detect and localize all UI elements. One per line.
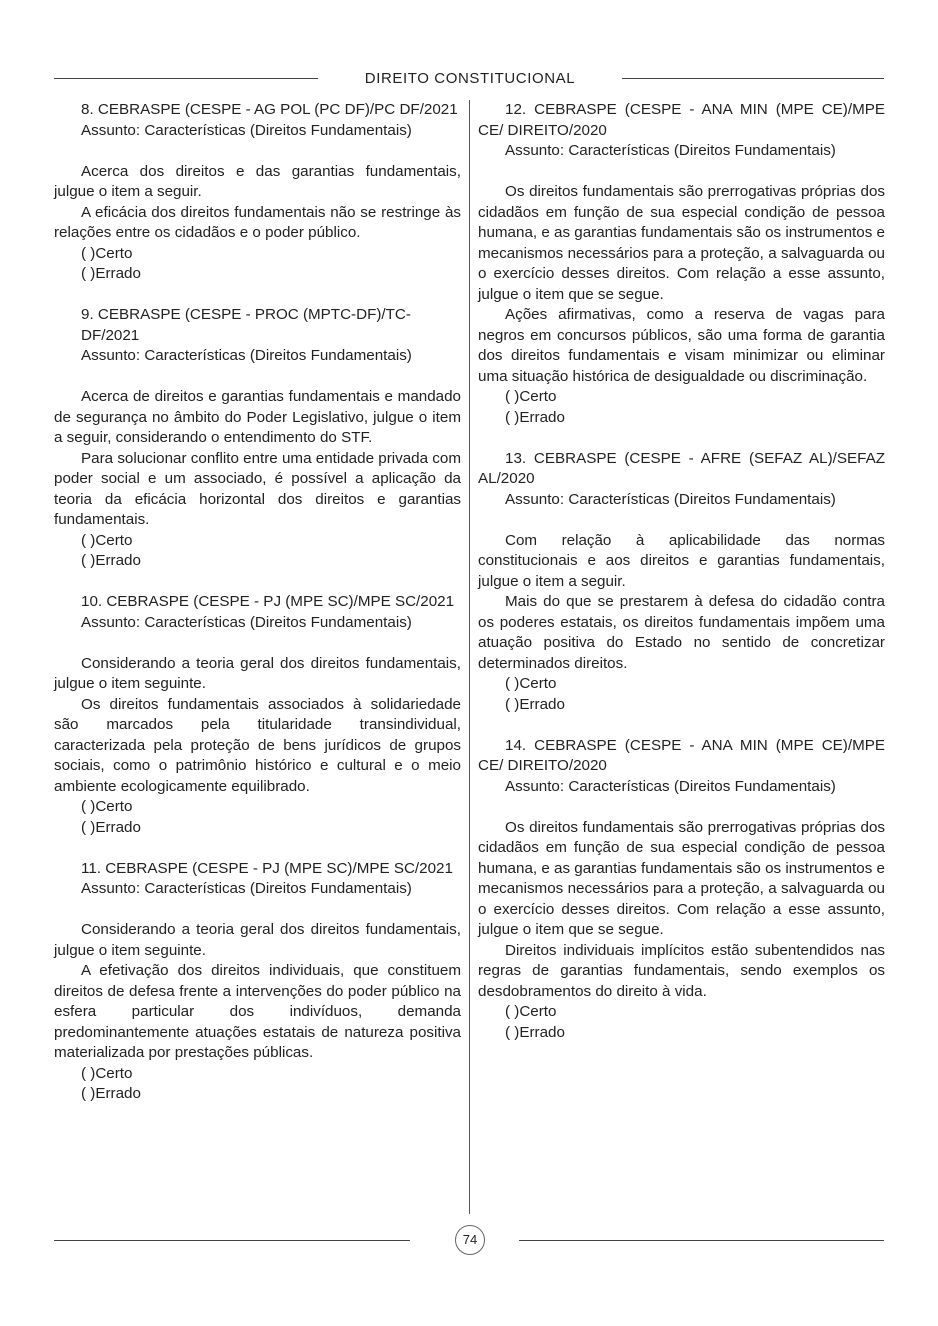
question-subject: Assunto: Características (Direitos Fundamentais) [505, 490, 836, 508]
question-intro: Os direitos fundamentais são prerrogativas próprias dos cidadãos em função de sua especial condição de pessoa humana, e as garantias fundamentais são os instrumentos e mecanismos necessários para a proteção, a salvaguarda ou o exercício desses direitos. Com relação a esse assunto, julgue o item que se segue. [478, 818, 885, 938]
question-intro: Os direitos fundamentais são prerrogativas próprias dos cidadãos em função de sua especial condição de pessoa humana, e as garantias fundamentais são os instrumentos e mecanismos necessários para a proteção, a salvaguarda ou o exercício desses direitos. Com relação a esse assunto, julgue o item que se segue. [478, 183, 885, 303]
question-statement: Os direitos fundamentais associados à solidariedade são marcados pela titularidade transindividual, caracterizada pela proteção de bens jurídicos de grupos sociais, como o patrimônio histórico e cultural e o meio ambiente ecologicamente equilibrado. [54, 695, 461, 795]
option-certo: ( )Certo [505, 675, 557, 692]
option-certo: ( )Certo [81, 1064, 133, 1082]
question-statement: A eficácia dos direitos fundamentais não se restringe às relações entre os cidadãos e o poder público. [54, 203, 461, 241]
option-errado: ( )Errado [81, 265, 141, 282]
option-errado: ( )Errado [81, 818, 141, 836]
option-errado: ( )Errado [81, 552, 141, 569]
question-title: 12. CEBRASPE (CESPE - ANA MIN (MPE CE)/MPE CE/ DIREITO/2020 [478, 101, 885, 139]
question-subject: Assunto: Características (Direitos Fundamentais) [81, 880, 412, 897]
question-title: 8. CEBRASPE (CESPE - AG POL (PC DF)/PC DF/2021 [81, 101, 458, 118]
question-statement: Para solucionar conflito entre uma entidade privada com poder social e um associado, é possível a aplicação da teoria da eficácia horizontal dos direitos e garantias fundamentais. [54, 449, 461, 528]
footer-rule-left [54, 1240, 410, 1241]
question-10 [54, 592, 461, 838]
question-statement: Direitos individuais implícitos estão subentendidos nas regras de garantias fundamentais, sendo exemplos os desdobramentos do direito à vida. [478, 941, 885, 1000]
question-11 [54, 859, 461, 1105]
question-subject: Assunto: Características (Direitos Fundamentais) [81, 613, 412, 631]
question-subject: Assunto: Características (Direitos Fundamentais) [505, 142, 836, 159]
question-subject: Assunto: Características (Direitos Fundamentais) [505, 777, 836, 795]
question-statement: Mais do que se prestarem à defesa do cidadão contra os poderes estatais, os direitos fundamentais impõem uma atuação positiva do Estado no sentido de concretizar determinados direitos. [478, 593, 885, 672]
question-title: 9. CEBRASPE (CESPE - PROC (MPTC-DF)/TC-DF/2021 [81, 306, 411, 344]
question-title: 14. CEBRASPE (CESPE - ANA MIN (MPE CE)/MPE CE/ DIREITO/2020 [478, 736, 885, 774]
question-intro: Com relação à aplicabilidade das normas constitucionais e aos direitos e garantias fundamentais, julgue o item a seguir. [478, 531, 885, 590]
header-rule-right [622, 78, 884, 79]
question-statement: Ações afirmativas, como a reserva de vagas para negros em concursos públicos, são uma forma de garantia dos direitos fundamentais e visam minimizar ou eliminar uma situação histórica de desigualdade ou discriminação. [478, 306, 885, 385]
question-subject: Assunto: Características (Direitos Fundamentais) [81, 121, 412, 139]
option-certo: ( )Certo [81, 244, 133, 262]
question-title: 10. CEBRASPE (CESPE - PJ (MPE SC)/MPE SC/2021 [81, 593, 455, 610]
page-number: 74 [455, 1225, 485, 1255]
question-9 [54, 305, 461, 572]
header-rule-left [54, 78, 318, 79]
option-certo: ( )Certo [81, 798, 133, 815]
question-12 [478, 100, 885, 428]
question-intro: Acerca dos direitos e das garantias fundamentais, julgue o item a seguir. [54, 162, 461, 200]
question-14 [478, 736, 885, 1044]
right-column [478, 100, 885, 1064]
option-certo: ( )Certo [81, 531, 133, 549]
question-13 [478, 449, 885, 716]
question-intro: Considerando a teoria geral dos direitos fundamentais, julgue o item seguinte. [54, 921, 461, 959]
option-errado: ( )Errado [505, 408, 565, 426]
question-intro: Acerca de direitos e garantias fundamentais e mandado de segurança no âmbito do Poder Legislativo, julgue o item a seguir, considerando o entendimento do STF. [54, 388, 461, 446]
page-header-title: DIREITO CONSTITUCIONAL [364, 70, 576, 87]
question-intro: Considerando a teoria geral dos direitos fundamentais, julgue o item seguinte. [54, 654, 461, 692]
question-8 [54, 100, 461, 285]
option-errado: ( )Errado [505, 1023, 565, 1041]
option-certo: ( )Certo [505, 1003, 557, 1020]
option-errado: ( )Errado [505, 695, 565, 713]
footer-rule-right [519, 1240, 884, 1241]
column-divider [469, 100, 470, 1214]
question-subject: Assunto: Características (Direitos Fundamentais) [81, 347, 412, 364]
option-errado: ( )Errado [81, 1085, 141, 1102]
left-column [54, 100, 461, 1125]
option-certo: ( )Certo [505, 388, 557, 405]
question-statement: A efetivação dos direitos individuais, que constituem direitos de defesa frente a intervenções do poder público na esfera particular dos indivíduos, demanda predominantemente atuações estatais de natureza positiva materializada por prestações públicas. [54, 962, 461, 1061]
question-title: 13. CEBRASPE (CESPE - AFRE (SEFAZ AL)/SEFAZ AL/2020 [478, 449, 885, 487]
question-title: 11. CEBRASPE (CESPE - PJ (MPE SC)/MPE SC/2021 [81, 859, 453, 877]
